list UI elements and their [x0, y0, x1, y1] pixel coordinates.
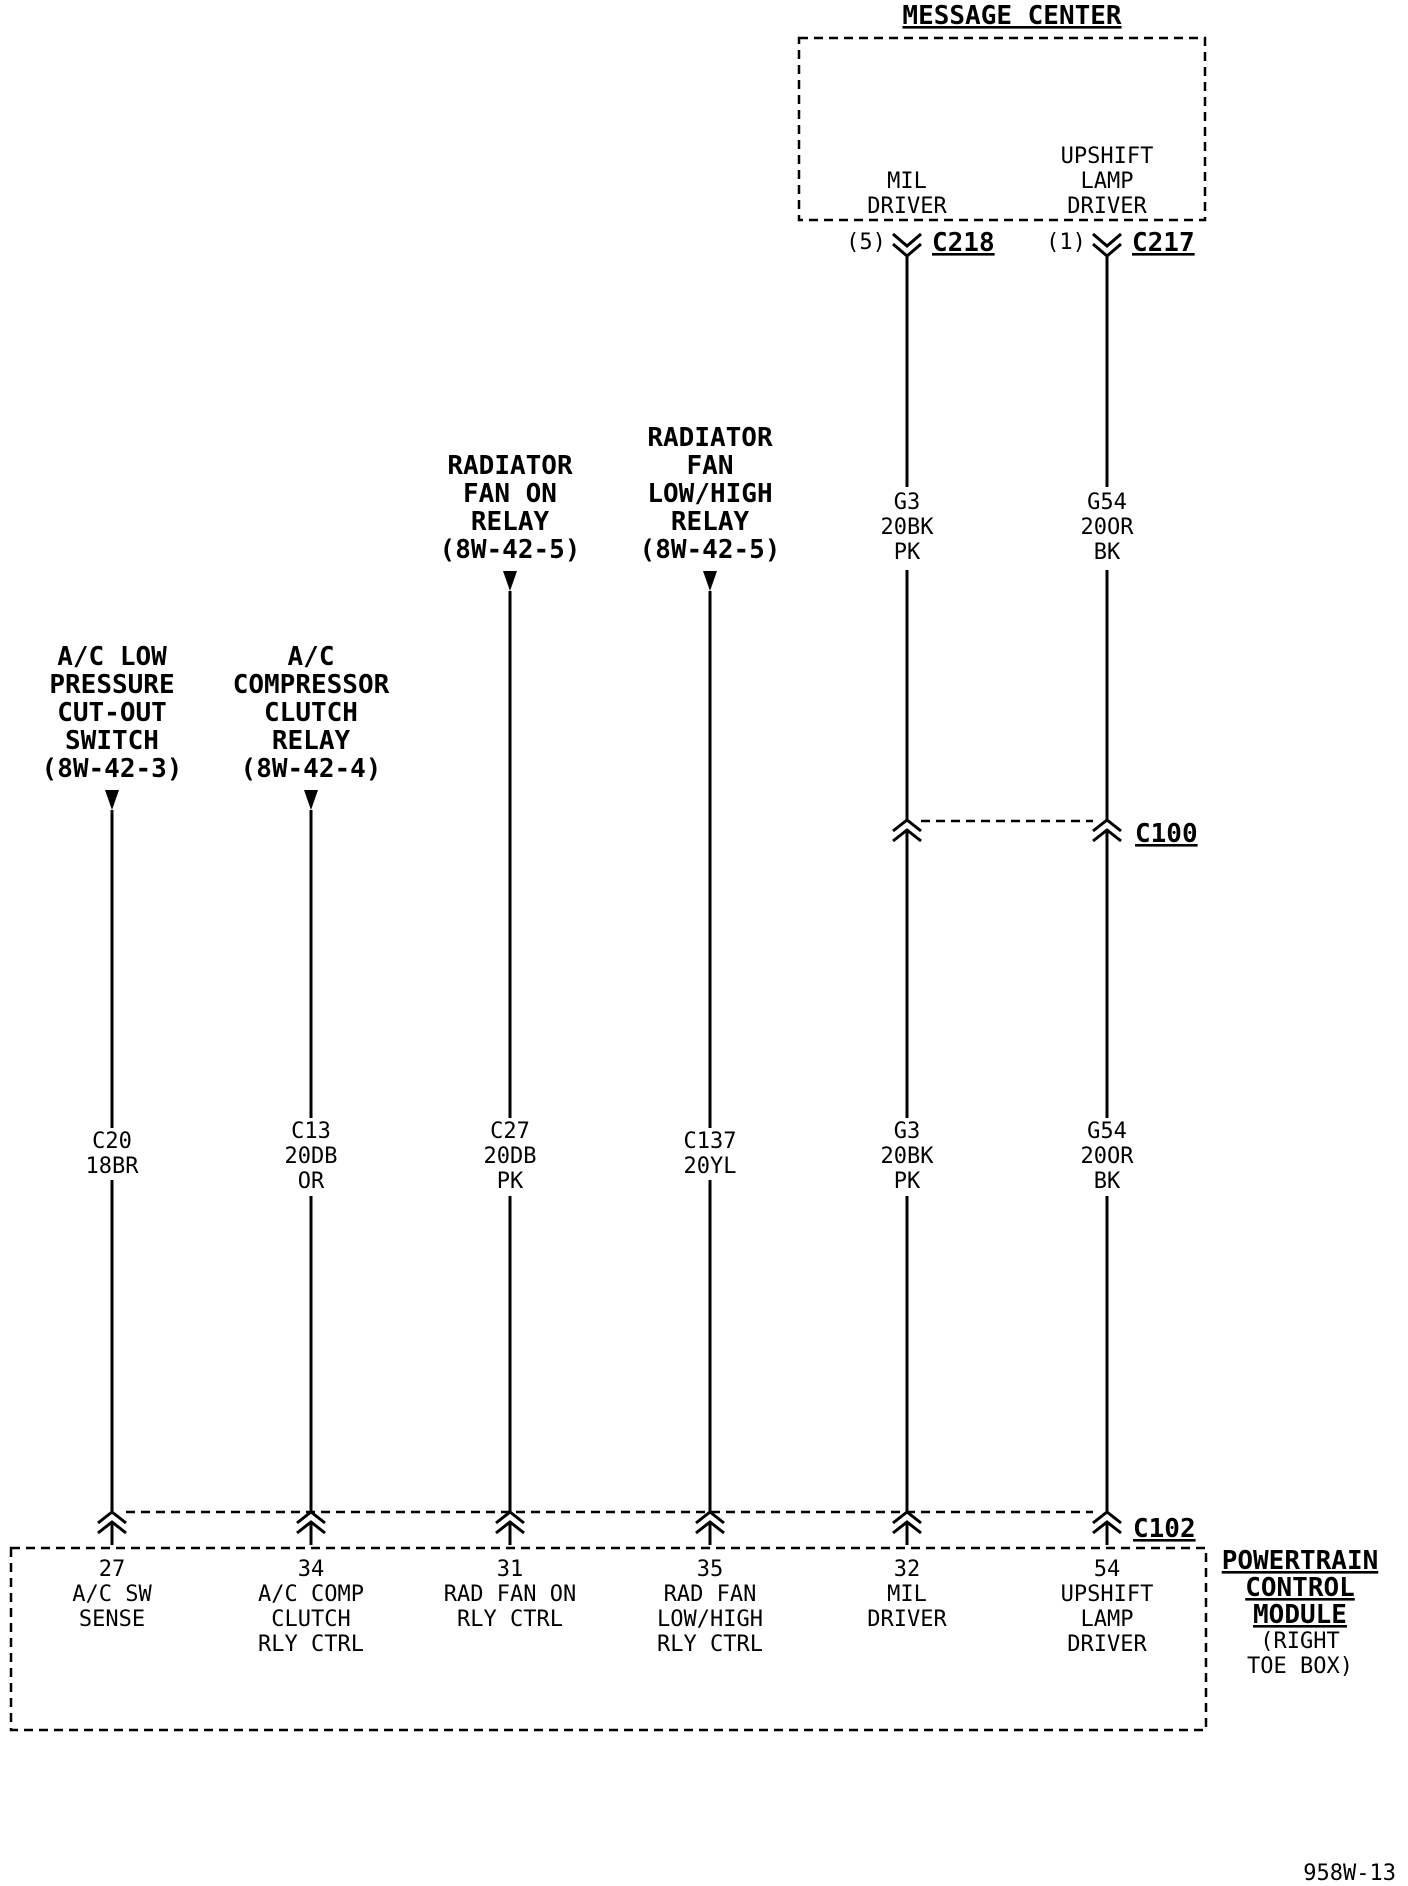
- c217-label: C217: [1132, 228, 1195, 258]
- pcm-pin-6-line-4: DRIVER: [1067, 1632, 1147, 1657]
- pcm-pin-1-line-2: A/C SW: [72, 1582, 152, 1607]
- lower-wire-3-line-3: PK: [496, 1169, 524, 1194]
- pcm-pin-2-line-1: 34: [297, 1557, 325, 1582]
- c218-connector-symbol: [893, 234, 921, 256]
- c218-pin: (5): [846, 230, 886, 255]
- lower-wire-5-line-3: PK: [893, 1169, 921, 1194]
- message-center-title: MESSAGE CENTER: [902, 1, 1122, 31]
- source-1-line-1: A/C LOW: [57, 642, 167, 672]
- source-3-line-1: RADIATOR: [447, 451, 573, 481]
- pcm-title-line-2: CONTROL: [1245, 1573, 1355, 1603]
- pcm-pin-6-line-2: UPSHIFT: [1060, 1582, 1154, 1607]
- pcm-pin-3-line-1: 31: [496, 1557, 524, 1582]
- pcm-pin-1-line-3: SENSE: [78, 1607, 146, 1632]
- source-ac-low-pressure-switch: [42, 642, 183, 784]
- pcm-pin-4-line-1: 35: [696, 1557, 724, 1582]
- mc-upshift-line-1: UPSHIFT: [1060, 144, 1154, 169]
- mc-upshift-line-2: LAMP: [1080, 169, 1134, 194]
- upper-wire-g54-line-1: G54: [1087, 490, 1127, 515]
- lower-wire-3-line-1: C27: [490, 1119, 530, 1144]
- lower-wire-4-line-1: C137: [683, 1129, 737, 1154]
- source-2-line-4: RELAY: [271, 726, 351, 756]
- arrow-source-3: [503, 571, 517, 591]
- lower-wire-2-line-2: 20DB: [284, 1144, 338, 1169]
- pcm-title-line-3: MODULE: [1253, 1600, 1347, 1630]
- source-2-line-3: CLUTCH: [264, 698, 358, 728]
- upper-wire-g3-line-1: G3: [893, 490, 921, 515]
- source-4-line-3: LOW/HIGH: [647, 479, 773, 509]
- pcm-title-line-1: POWERTRAIN: [1221, 1546, 1379, 1576]
- arrow-source-2: [304, 790, 318, 810]
- lower-wire-2-line-1: C13: [291, 1119, 331, 1144]
- pcm-pin-5-line-3: DRIVER: [867, 1607, 947, 1632]
- lower-wire-6-line-2: 20OR: [1080, 1144, 1134, 1169]
- source-4-line-5: (8W-42-5): [639, 535, 781, 565]
- lower-wire-4-line-2: 20YL: [683, 1154, 737, 1179]
- mc-mil-line-2: DRIVER: [867, 194, 947, 219]
- figure-id: 958W-13: [1303, 1861, 1396, 1886]
- message-center-box: [799, 38, 1205, 220]
- pcm-location-line-1: (RIGHT: [1260, 1629, 1340, 1654]
- source-3-line-3: RELAY: [470, 507, 550, 537]
- pcm-pin-2-line-3: CLUTCH: [271, 1607, 351, 1632]
- upper-wire-g3-line-3: PK: [893, 540, 921, 565]
- lower-wire-6-line-3: BK: [1093, 1169, 1121, 1194]
- lower-wire-6-line-1: G54: [1087, 1119, 1127, 1144]
- upper-wire-g54-line-3: BK: [1093, 540, 1121, 565]
- pcm-pin-2-line-4: RLY CTRL: [258, 1632, 364, 1657]
- lower-wire-3-line-2: 20DB: [483, 1144, 537, 1169]
- pcm-box: [11, 1548, 1206, 1730]
- c217-connector-symbol: [1093, 234, 1121, 256]
- source-1-line-4: SWITCH: [65, 726, 159, 756]
- upper-wire-g3-line-2: 20BK: [880, 515, 934, 540]
- source-1-line-5: (8W-42-3): [41, 754, 183, 784]
- c102-connector-symbol: [98, 1512, 1121, 1545]
- pcm-pin-1-line-1: 27: [98, 1557, 126, 1582]
- pcm-pin-5-line-2: MIL: [887, 1582, 927, 1607]
- lower-wire-2-line-3: OR: [297, 1169, 325, 1194]
- arrow-source-1: [105, 790, 119, 810]
- source-ac-compressor-clutch-relay: [233, 642, 390, 784]
- source-2-line-1: A/C: [287, 642, 335, 672]
- source-2-line-5: (8W-42-4): [240, 754, 382, 784]
- pcm-pin-6-line-1: 54: [1093, 1557, 1121, 1582]
- source-radiator-fan-low-high-relay: [640, 423, 781, 565]
- mc-mil-line-1: MIL: [887, 169, 927, 194]
- pcm-location-line-2: TOE BOX): [1247, 1654, 1353, 1679]
- pcm-pin-5-line-1: 32: [893, 1557, 921, 1582]
- source-3-line-2: FAN ON: [463, 479, 557, 509]
- c218-label: C218: [932, 228, 995, 258]
- pcm-pin-4-line-2: RAD FAN: [663, 1582, 757, 1607]
- arrow-source-4: [703, 571, 717, 591]
- pcm-pin-3-line-2: RAD FAN ON: [443, 1582, 577, 1607]
- source-4-line-1: RADIATOR: [647, 423, 773, 453]
- lower-wire-1-line-1: C20: [92, 1129, 132, 1154]
- pcm-pin-4-line-3: LOW/HIGH: [657, 1607, 763, 1632]
- source-3-line-4: (8W-42-5): [439, 535, 581, 565]
- pcm-pin-2-line-2: A/C COMP: [258, 1582, 364, 1607]
- source-4-line-4: RELAY: [670, 507, 750, 537]
- c100-connector-symbol: [893, 820, 1121, 841]
- source-2-line-2: COMPRESSOR: [232, 670, 390, 700]
- lower-wire-5-line-1: G3: [893, 1119, 921, 1144]
- mc-upshift-line-3: DRIVER: [1067, 194, 1147, 219]
- source-1-line-2: PRESSURE: [49, 670, 175, 700]
- upper-wire-g54-line-2: 20OR: [1080, 515, 1134, 540]
- pcm-pin-6-line-3: LAMP: [1080, 1607, 1134, 1632]
- lower-wire-5-line-2: 20BK: [880, 1144, 934, 1169]
- pcm-pin-3-line-3: RLY CTRL: [457, 1607, 563, 1632]
- c100-label: C100: [1135, 819, 1198, 849]
- lower-wire-1-line-2: 18BR: [85, 1154, 139, 1179]
- source-radiator-fan-on-relay: [440, 451, 581, 565]
- pcm-pin-4-line-4: RLY CTRL: [657, 1632, 763, 1657]
- c217-pin: (1): [1046, 230, 1086, 255]
- source-1-line-3: CUT-OUT: [57, 698, 167, 728]
- c102-label: C102: [1133, 1514, 1196, 1544]
- source-4-line-2: FAN: [686, 451, 734, 481]
